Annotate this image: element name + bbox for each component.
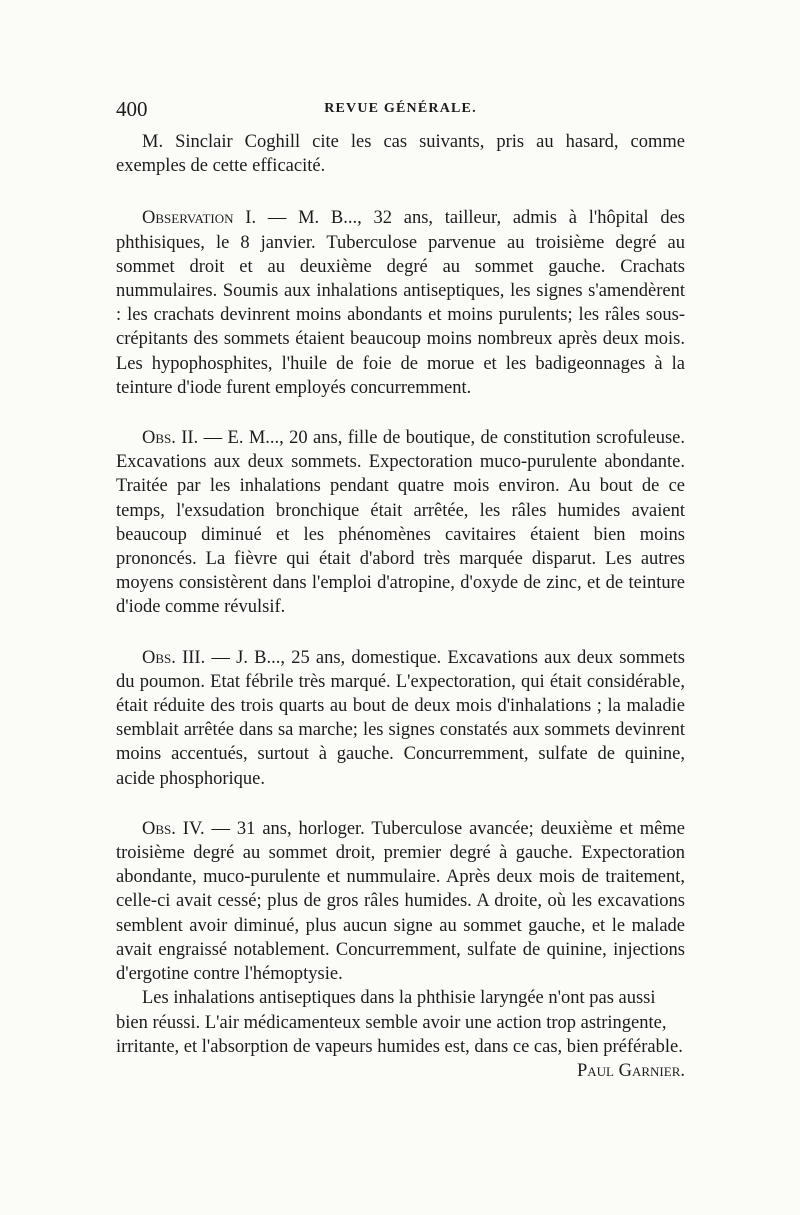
author-signature: Paul Garnier. <box>576 1060 685 1081</box>
closing-paragraph <box>116 986 685 1081</box>
observation-label: Observation I. <box>142 208 257 229</box>
closing-text: Les inhalations antiseptiques dans la phthisie laryngée n'ont pas aussi bien réussi. L'air médicamenteux semble avoir une action trop astringente, irritante, et l'absorption de vapeurs humides est, dans ce cas, bien préférable. <box>116 988 683 1057</box>
page-header <box>116 97 685 127</box>
observation-text: — J. B..., 25 ans, domestique. Excavations aux deux sommets du poumon. Etat fébrile très marqué. L'expectoration, qui était considérable, était réduite des trois quarts au bout de deux mois d'inhalations ; la maladie semblait arrêtée dans sa marche; les signes constatés aux sommets devinrent moins accentués, surtout à gauche. Concurremment, sulfate de quinine, acide phosphorique. <box>116 647 685 789</box>
observation-text: — 31 ans, horloger. Tuberculose avancée; deuxième et même troisième degré au sommet droit, premier degré à gauche. Expectoration abondante, muco-purulente et nummulaire. Après deux mois de traitement, celle-ci avait cessé; plus de gros râles humides. A droite, où les excavations semblent avoir diminué, plus aucun signe au sommet gauche, et le malade avait engraissé notablement. Concurremment, sulfate de quinine, injections d'ergotine contre l'hémoptysie. <box>116 818 685 985</box>
page-number: 400 <box>116 97 148 121</box>
observation-label: Obs. III. <box>142 647 206 668</box>
intro-paragraph: M. Sinclair Coghill cite les cas suivants, pris au hasard, comme exemples de cette efficacité. <box>116 132 685 177</box>
observation-2 <box>116 426 685 620</box>
observation-text: — M. B..., 32 ans, tailleur, admis à l'hôpital des phthisiques, le 8 janvier. Tuberculose parvenue au troisième degré au sommet droit et au deuxième degré au sommet gauche. Crachats nummulaires. Soumis aux inhalations antiseptiques, les signes s'amendèrent : les crachats devinrent moins abondants et moins purulents; les râles sous-crépitants des sommets étaient beaucoup moins nombreux après deux mois. Les hypophosphites, l'huile de foie de morue et les badigeonnages à la teinture d'iode furent employés concurremment. <box>116 208 685 398</box>
article-body <box>116 130 685 1083</box>
observation-4 <box>116 817 685 986</box>
running-title: REVUE GÉNÉRALE. <box>324 101 477 116</box>
observation-3 <box>116 646 685 791</box>
observation-1 <box>116 206 685 400</box>
observation-text: — E. M..., 20 ans, fille de boutique, de constitution scrofuleuse. Excavations aux deux sommets. Expectoration muco-purulente abondante. Traitée par les inhalations pendant quatre mois environ. Au bout de ce temps, l'exsudation bronchique était arrêtée, les râles humides avaient beaucoup diminué et les phénomènes cavitaires étaient bien moins prononcés. La fièvre qui était d'abord très marquée disparut. Les autres moyens consistèrent dans l'emploi d'atropine, d'oxyde de zinc, et de teinture d'iode comme révulsif. <box>116 428 685 618</box>
observation-label: Obs. IV. <box>142 818 205 839</box>
observation-label: Obs. II. <box>142 428 199 449</box>
